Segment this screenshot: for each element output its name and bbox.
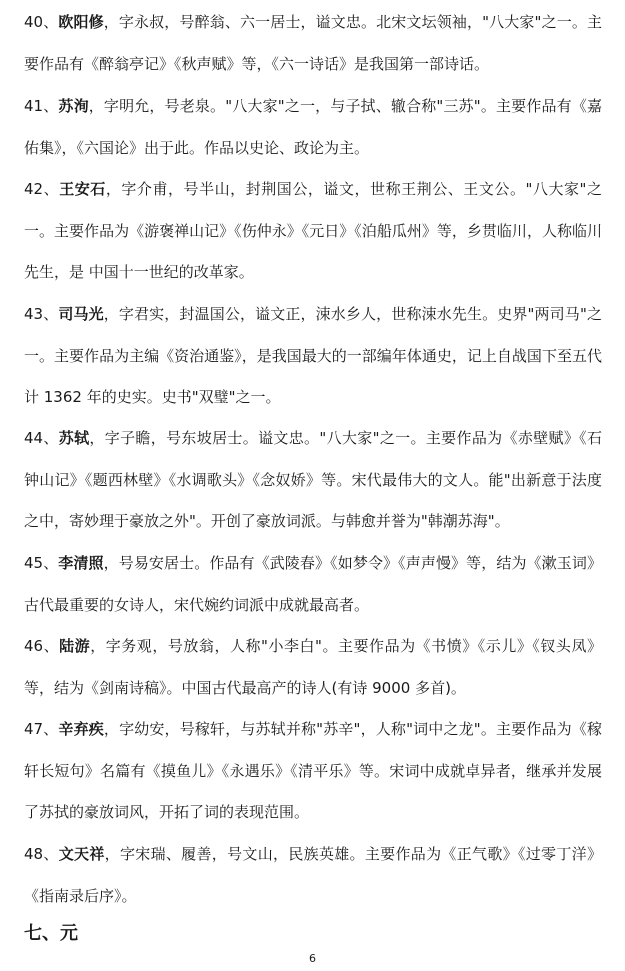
entry-number: 45、 [24,554,59,572]
entry-text: ，字永叔，号醉翁、六一居士，谥文忠。北宋文坛领袖，"八大家"之一。主要作品有《醉翁亭记》《秋声赋》等，《六一诗话》是我国第一部诗话。 [24,13,602,73]
entry-44 [24,418,602,543]
entry-name: 王安石 [59,180,106,198]
entry-name: 司马光 [58,305,104,323]
entry-43 [24,294,602,419]
entry-text: ，字子瞻，号东坡居士。谥文忠。"八大家"之一。主要作品为《赤壁赋》《石钟山记》《题西林壁》《水调歌头》《念奴娇》等。宋代最伟大的文人。能"出新意于法度之中，寄妙理于豪放之外"。开创了豪放词派。与韩愈并誉为"韩潮苏海"。 [24,429,602,530]
entry-name: 陆游 [59,637,91,655]
entry-text: ，字宋瑞、履善，号文山，民族英雄。主要作品为《正气歌》《过零丁洋》《指南录后序》。 [24,845,602,905]
entry-number: 40、 [24,13,59,31]
entry-number: 42、 [24,180,60,198]
entry-text: ，字幼安，号稼轩，与苏轼并称"苏辛"，人称"词中之龙"。主要作品为《稼轩长短句》名篇有《摸鱼儿》《永遇乐》《清平乐》等。宋词中成就卓异者，继承并发展了苏拭的豪放词风，开拓了词的表现范围。 [24,720,602,821]
entry-42 [24,169,602,294]
entry-text: ，字务观，号放翁，人称"小李白"。主要作品为《书愤》《示儿》《钗头凤》等，结为《剑南诗稿》。中国古代最高产的诗人(有诗 9000 多首)。 [24,637,602,697]
entry-name: 辛弃疾 [58,720,104,738]
entry-45 [24,543,602,626]
entry-name: 苏洵 [58,97,89,115]
entry-48 [24,834,602,917]
entry-number: 41、 [24,97,59,115]
entry-number: 43、 [24,305,59,323]
entry-47 [24,709,602,834]
entry-text: ，字君实，封温国公，谥文正，涑水乡人，世称涑水先生。史界"两司马"之一。主要作品为主编《资治通鉴》，是我国最大的一部编年体通史，记上自战国下至五代计 1362 年的史实。史书"双璧"之一。 [24,305,602,406]
entry-46 [24,626,602,709]
entry-number: 47、 [24,720,59,738]
entry-text: ，字明允，号老泉。"八大家"之一，与子拭、辙合称"三苏"。主要作品有《嘉佑集》，《六国论》出于此。作品以史论、政论为主。 [24,97,602,157]
entry-text: ，字介甫，号半山，封荆国公，谥文，世称王荆公、王文公。"八大家"之一。主要作品为《游褒禅山记》《伤仲永》《元日》《泊船瓜州》等，乡贯临川，人称临川先生，是 中国十一世纪的改革家。 [24,180,602,281]
entry-number: 48、 [24,845,59,863]
entry-number: 44、 [24,429,59,447]
entry-41 [24,86,602,169]
entry-number: 46、 [24,637,60,655]
entry-name: 文天祥 [58,845,105,863]
page-number: 6 [309,952,316,965]
entry-name: 苏轼 [58,429,90,447]
entry-name: 李清照 [58,554,104,572]
entry-name: 欧阳修 [58,13,104,31]
entry-text: ，号易安居士。作品有《武陵春》《如梦令》《声声慢》等，结为《漱玉词》古代最重要的女诗人，宋代婉约词派中成就最高者。 [24,554,602,614]
entry-40 [24,2,602,85]
section-heading: 七、元 [24,923,78,944]
